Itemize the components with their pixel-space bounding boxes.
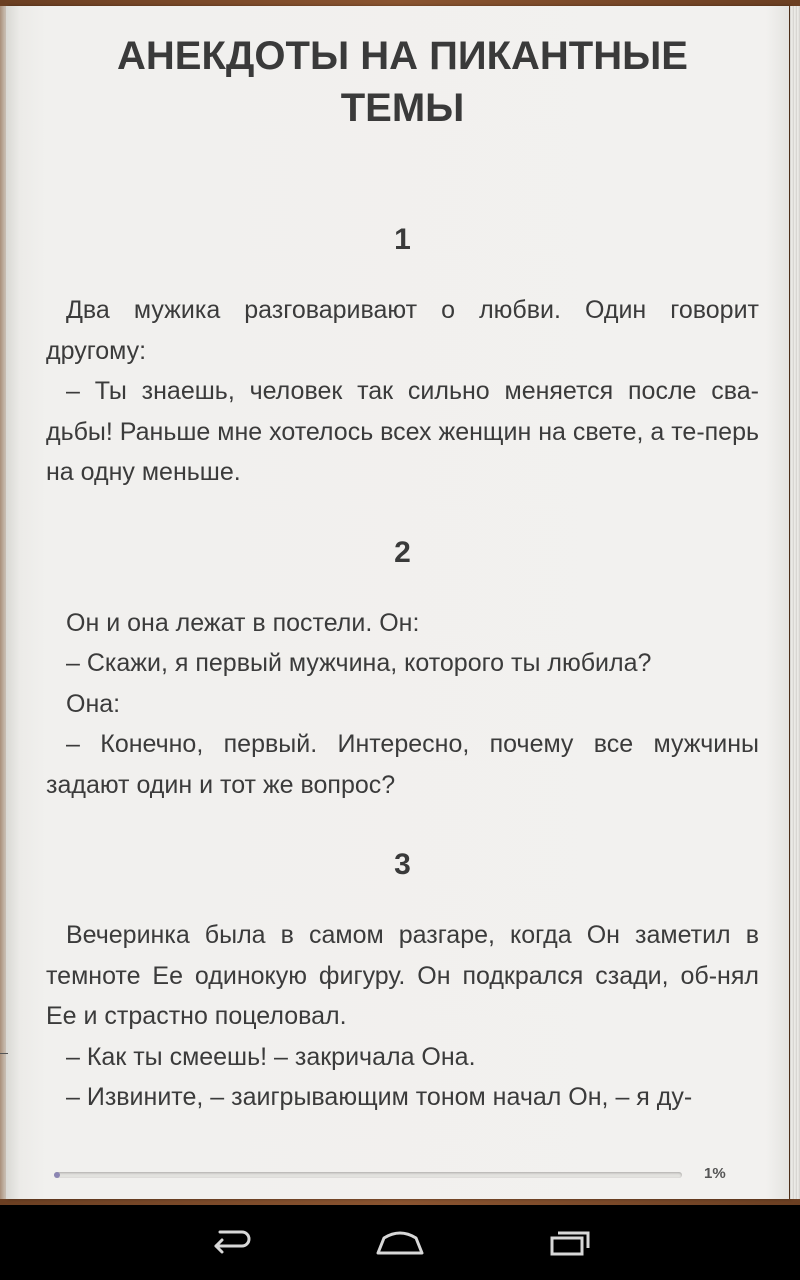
book-title: АНЕКДОТЫ НА ПИКАНТНЫЕ ТЕМЫ — [117, 34, 688, 130]
paragraph: Два мужика разговаривают о любви. Один говорит другому: — [46, 296, 759, 365]
progress-track — [54, 1172, 682, 1178]
system-navigation-bar — [0, 1205, 800, 1280]
page-content — [46, 24, 759, 1118]
paragraph: Она: — [66, 689, 121, 718]
recent-apps-button[interactable] — [540, 1223, 600, 1263]
section-number: 2 — [394, 535, 411, 569]
paragraph: – Извините, – заигрывающим тоном начал Он, – я ду- — [66, 1083, 693, 1111]
progress-percent: 1% — [704, 1165, 726, 1182]
book-page[interactable] — [6, 6, 789, 1199]
paragraph: Вечеринка была в самом разгаре, когда Он заметил в темноте Ее одинокую фигуру. Он подкрался сзади, об-нял Ее и страстно поцеловал. — [46, 921, 759, 1030]
section-3 — [46, 845, 759, 1118]
section-1 — [46, 220, 759, 493]
reading-progress-slider[interactable] — [54, 1168, 684, 1182]
section-2 — [46, 533, 759, 806]
paragraph: Он и она лежат в постели. Он: — [66, 608, 420, 637]
paragraph: – Как ты смеешь! – закричала Она. — [66, 1042, 476, 1071]
back-icon — [206, 1228, 254, 1258]
back-button[interactable] — [200, 1223, 260, 1263]
page-stack-edge — [790, 6, 800, 1199]
progress-fill — [54, 1172, 60, 1178]
home-icon — [374, 1228, 426, 1258]
section-number: 3 — [394, 848, 411, 881]
recent-apps-icon — [546, 1228, 594, 1258]
section-number: 1 — [394, 223, 411, 256]
home-button[interactable] — [370, 1223, 430, 1263]
page-marker — [0, 1053, 8, 1054]
paragraph: – Скажи, я первый мужчина, которого ты любила? — [66, 649, 652, 677]
paragraph: – Конечно, первый. Интересно, почему все мужчины задают один и тот же вопрос? — [46, 730, 759, 799]
paragraph: – Ты знаешь, человек так сильно меняется после сва-дьбы! Раньше мне хотелось всех женщин на свете, а те-перь на одну меньше. — [46, 377, 760, 486]
